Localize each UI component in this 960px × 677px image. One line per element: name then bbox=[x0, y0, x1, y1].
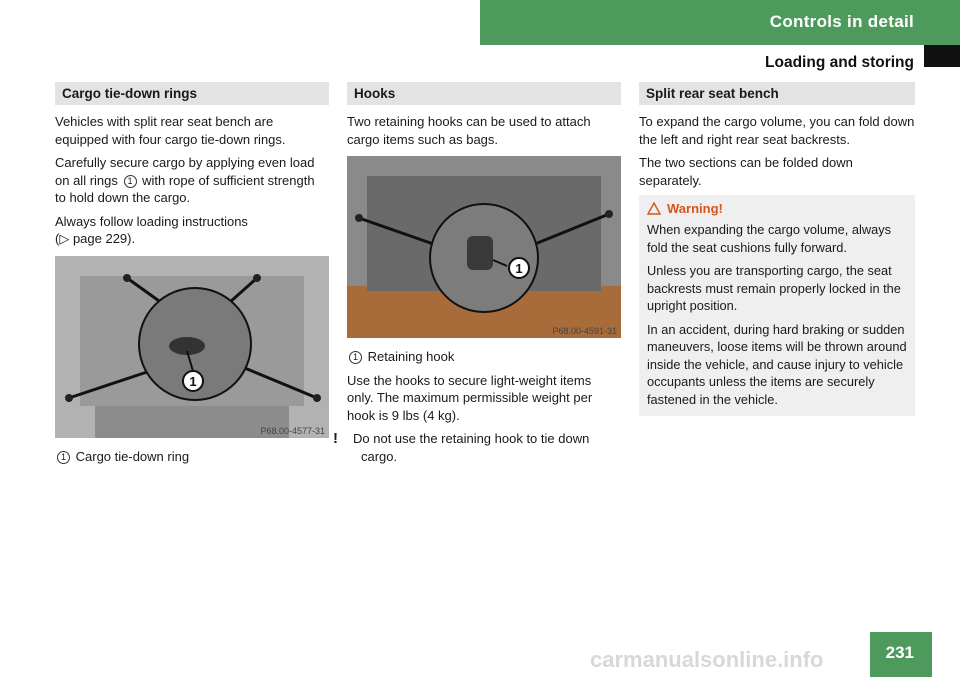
warning-triangle-icon bbox=[647, 202, 661, 215]
section-split-rear-seat-bench bbox=[639, 82, 915, 416]
paragraph: Use the hooks to secure light-weight items only. The maximum permissible weight per hook is 9 lbs (4 kg). bbox=[347, 372, 593, 423]
callout-marker: 1 bbox=[349, 351, 362, 364]
caption-text: Cargo tie-down ring bbox=[75, 448, 190, 464]
watermark: carmanualsonline.info bbox=[590, 647, 824, 672]
paragraph: The two sections can be folded down separately. bbox=[639, 155, 853, 188]
cargo-area-image bbox=[55, 256, 329, 438]
caption bbox=[347, 348, 621, 366]
hook-image bbox=[347, 156, 621, 338]
section-hooks bbox=[333, 82, 621, 471]
text: Always follow loading instructions bbox=[55, 213, 248, 229]
section-heading: Cargo tie-down rings bbox=[55, 82, 329, 105]
paragraph: Vehicles with split rear seat bench are equipped with four cargo tie-down rings. bbox=[55, 114, 286, 147]
paragraph bbox=[55, 213, 329, 248]
text: with rope of sufficient strength to hold down the cargo. bbox=[55, 172, 315, 205]
header-title: Controls in detail bbox=[769, 12, 914, 31]
note-text: Do not use the retaining hook to tie down cargo. bbox=[353, 431, 590, 464]
figure-id: P68.00-4591-31 bbox=[552, 326, 617, 336]
section-heading: Hooks bbox=[347, 82, 621, 105]
paragraph bbox=[55, 154, 329, 207]
warning-box bbox=[639, 195, 915, 416]
header-tab-marker bbox=[924, 45, 960, 67]
paragraph: To expand the cargo volume, you can fold down the left and right rear seat backrests. bbox=[639, 114, 915, 147]
section-heading: Split rear seat bench bbox=[639, 82, 915, 105]
section-cargo-tie-down-rings bbox=[55, 82, 329, 471]
caption-text: Retaining hook bbox=[367, 349, 455, 364]
note: ! Do not use the retaining hook to tie down cargo. bbox=[333, 430, 590, 464]
figure-id: P68.00-4577-31 bbox=[260, 425, 325, 436]
page-number: 231 bbox=[885, 643, 914, 662]
warning-header bbox=[647, 201, 908, 216]
figure-callout: 1 bbox=[189, 373, 197, 389]
figure-callout: 1 bbox=[515, 261, 523, 276]
retaining-hook-figure bbox=[347, 156, 621, 338]
text: Carefully secure cargo by applying even load on all rings bbox=[55, 155, 315, 188]
header-subtitle: Loading and storing bbox=[765, 54, 914, 71]
warning-text: Unless you are transporting cargo, the seat backrests must remain properly locked in the upright position. bbox=[647, 263, 901, 313]
warning-title: Warning! bbox=[667, 201, 723, 216]
paragraph: Two retaining hooks can be used to attach cargo items such as bags. bbox=[347, 114, 591, 147]
caption bbox=[55, 448, 329, 466]
warning-text: In an accident, during hard braking or sudden maneuvers, loose items will be thrown around inside the vehicle, and cause injury to vehicle occupants unless the items are securely fastened in the vehicle. bbox=[647, 321, 907, 407]
warning-text: When expanding the cargo volume, always fold the seat cushions fully forward. bbox=[647, 222, 891, 255]
cargo-tie-down-figure bbox=[55, 256, 329, 438]
callout-marker: 1 bbox=[57, 451, 70, 464]
callout-marker: 1 bbox=[124, 175, 137, 188]
page-reference-link[interactable]: (▷ page 229). bbox=[55, 231, 136, 246]
